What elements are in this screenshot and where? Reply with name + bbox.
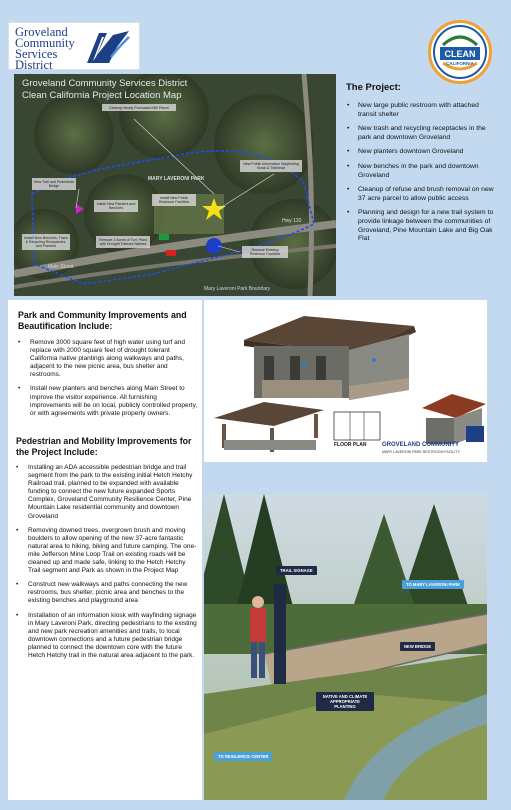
map-callout: Install New Planters and Benches [94,200,138,212]
groveland-csd-logo [8,22,140,70]
list-item: • Cleanup of refuse and brush removal on new 37 acre parcel to allow public access [346,186,496,203]
logo-line: District [15,58,53,72]
park-improvements-section [18,310,198,418]
pedestrian-improvements-section [16,436,198,660]
map-callout: Remove Existing Restroom Facilities [242,246,288,258]
map-callout: Cleanup Newly Purchased Mill Parcel [102,104,176,111]
pedestrian-improvements-heading: Pedestrian and Mobility Improvements for the Project Include: [16,436,192,457]
highway-label: Hwy 120 [282,218,302,224]
floor-plan-label: FLOOR PLAN [334,442,367,448]
logo-line: Services [15,47,58,61]
map-callout: Remove 2 Acres of Turf, Plant with Drought Tolerant Natives [96,236,150,248]
map-subtitle: Clean California Project Location Map [22,90,182,101]
list-item: • New planters downtown Groveland [346,148,496,157]
project-summary [346,82,496,250]
restroom-marker [206,238,222,254]
list-item: • Planning and design for a new trail system to provide linkage between the communities of Groveland, Pine Mountain Lake and Big Oak Flat [346,209,496,243]
park-improvements-heading: Park and Community Improvements and Beautification Include: [18,310,187,331]
map-callout: Install New Benches, Trash & Recycling Receptacles, and Planters [22,234,70,250]
planter-marker [159,234,169,240]
restroom-building-drawing [204,300,487,462]
restroom-rendering [204,300,487,462]
list-item: • New benches in the park and downtown Groveland [346,163,496,180]
clean-logo-word: CLEAN [444,49,476,59]
improvements-panel [8,300,202,800]
rendering-subtitle: MARY LAVERONI PARK RESTROOM FACILITY [382,450,461,454]
project-heading: The Project: [346,82,401,93]
project-list [346,102,496,244]
list-item: • Install new planters and benches along Main Street to improve the visitor experience. All furnishing improvements will be on local, publicly controlled property, or with agreements with private property owners. [18,385,198,417]
list-item: • Installing an ADA accessible pedestrian bridge and trail segment from the park to the existing initial Hetch Hetchy Railroad trail, planned to be expanded with available funding to connect the new future expanded Sports Complex, Groveland Community Resilience Center, Pine Mountain Lake residential community and downtown Groveland [16,464,198,521]
list-item: • Installation of an information kiosk with wayfinding signage in Mary Laveroni Park, directing pedestrians to the existing and new park recreation amenities and trails, to local downtown connections and a future pedestrian bridge planned to connect the downtown core with the future Hetch Hetchy trail in the natural area adjacent to the park. [16,612,198,661]
native-planting-tag: NATIVE AND CLIMATE APPROPRIATE PLANTING [316,692,374,711]
map-callout: New Trail and Pedestrian Bridge [33,179,75,188]
street-label: Main Street [48,264,74,270]
pedestrian-improvements-list [16,464,198,660]
map-callout: New Public Information Wayfinding Kiosk & Trailhead [240,160,302,172]
to-park-tag: TO MARY LAVERONI PARK [402,580,464,589]
list-item: • Construct new walkways and paths connecting the new restrooms, bus shelter, picnic area and benches to the existing benches and playground area [16,581,198,605]
new-bridge-tag: NEW BRIDGE [400,642,435,651]
logo-line: Groveland [15,25,68,39]
trail-signage-tag: TRAIL SIGNAGE [276,566,317,575]
logo-line: Community [15,36,75,50]
boundary-legend: Mary Laveroni Park Boundary [204,286,271,292]
rendering-org-label: GROVELAND COMMUNITY [382,442,459,448]
river-logo-icon [83,27,135,67]
list-item: • Remove 3000 square feet of high water using turf and replace with 2000 square feet of drought tolerant California native plantings along walkways and paths, adjacent to the new picnic area, bus shelter and restrooms. [18,339,198,379]
list-item: • New trash and recycling receptacles in the park and downtown Groveland [346,125,496,142]
list-item: • Removing downed trees, overgrown brush and moving boulders to allow opening of the new 37-acre fantastic natural area to hiking, biking and future camping. The one-mile Jefferson Mine Loop Trail on existing roads will be cleaned up and made safe, linking to the Hetch Hetchy Trail segment and Park as shown in the Project Map [16,527,198,576]
park-name-label: MARY LAVERONI PARK [148,176,205,182]
to-resilience-center-tag: TO RESILIENCE CENTER [214,752,272,761]
list-item: • New large public restroom with attached transit shelter [346,102,496,119]
park-improvements-list [18,339,198,418]
map-callout: Install New Public Restroom Facilities [152,194,196,206]
trail-bridge-rendering [204,494,487,800]
clean-california-logo [428,20,492,84]
bench-marker [166,250,176,256]
project-location-map [14,74,336,296]
map-title: Groveland Community Services District [22,78,188,89]
clean-logo-subword: CALIFORNIA [446,61,474,66]
